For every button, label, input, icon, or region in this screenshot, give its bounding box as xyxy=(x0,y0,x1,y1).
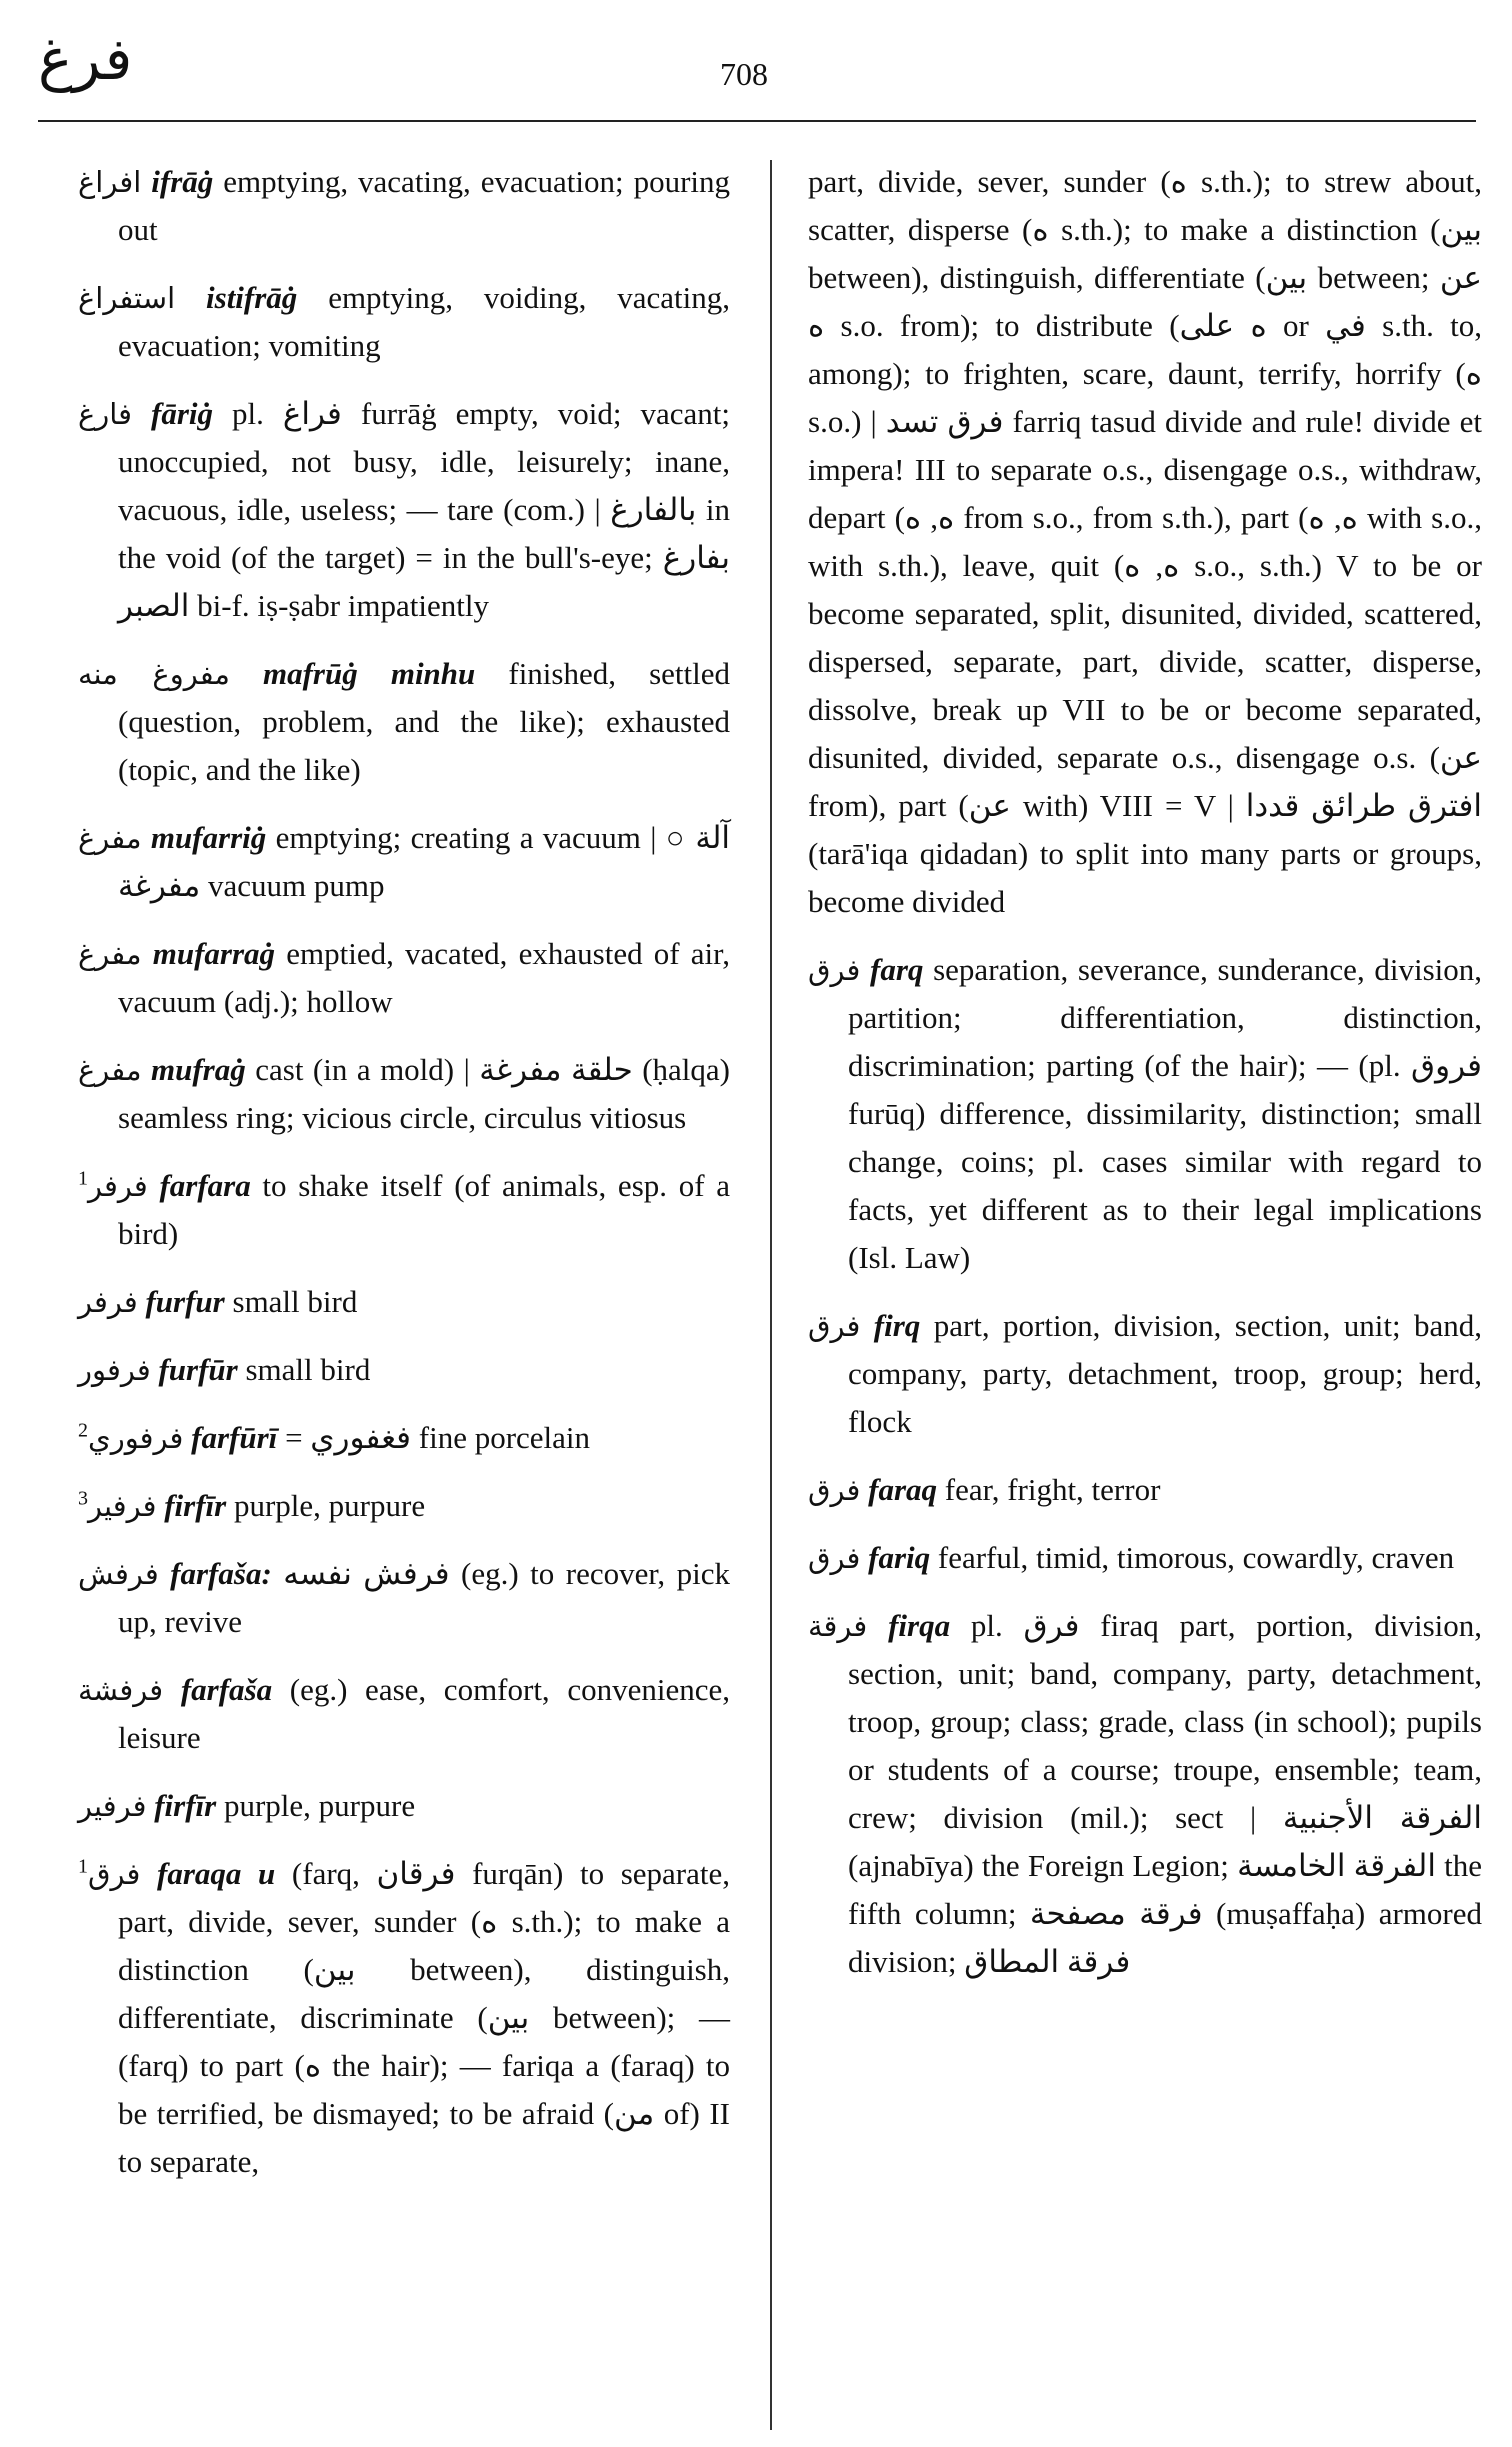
entry-definition: fear, fright, terror xyxy=(944,1472,1161,1507)
entry-definition: cast (in a mold) | حلقة مفرغة (ḥalqa) seamless ring; vicious circle, circulus vitiosus xyxy=(118,1052,730,1135)
entry-transliteration: fariq xyxy=(868,1540,931,1575)
dictionary-entry xyxy=(78,1782,730,1830)
dictionary-entry xyxy=(808,946,1482,1282)
entry-arabic: فرق xyxy=(808,1541,861,1575)
entry-transliteration: firfīr xyxy=(164,1488,227,1523)
dictionary-entry xyxy=(78,1850,730,2186)
entry-arabic: استفراغ xyxy=(78,281,176,315)
header-arabic-root: فرغ xyxy=(38,25,133,93)
entry-arabic: مفروغ منه xyxy=(78,657,230,691)
entry-transliteration: furfūr xyxy=(158,1352,238,1387)
entry-definition: emptying, voiding, vacating, evacuation; vomiting xyxy=(118,280,731,363)
entry-arabic: فرق xyxy=(808,1473,861,1507)
entry-arabic: فرق xyxy=(88,1857,141,1891)
entry-transliteration: ifrāġ xyxy=(151,164,214,199)
entry-definition: emptied, vacated, exhausted of air, vacuum (adj.); hollow xyxy=(118,936,731,1019)
entry-definition: small bird xyxy=(245,1352,371,1387)
column-divider xyxy=(770,160,772,2430)
entry-definition: purple, purpure xyxy=(223,1788,416,1823)
entry-transliteration: farfara xyxy=(159,1168,251,1203)
entry-arabic: فرفور xyxy=(78,1353,151,1387)
page-number: 708 xyxy=(720,56,768,92)
entry-definition: fearful, timid, timorous, cowardly, craven xyxy=(937,1540,1455,1575)
entry-transliteration: farfaša xyxy=(180,1672,273,1707)
dictionary-entry xyxy=(78,1482,730,1530)
entry-definition: emptying; creating a vacuum | ○ آلة مفرغة vacuum pump xyxy=(118,820,731,903)
dictionary-entry-continuation xyxy=(808,158,1482,926)
entry-definition: finished, settled (question, problem, and the like); exhausted (topic, and the like) xyxy=(118,656,731,787)
entry-transliteration: faraqa u xyxy=(157,1856,276,1891)
entry-definition: (eg.) ease, comfort, convenience, leisure xyxy=(118,1672,730,1755)
dictionary-entry xyxy=(78,1162,730,1258)
entry-transliteration: furfur xyxy=(145,1284,225,1319)
dictionary-entry xyxy=(78,650,730,794)
entry-definition: separation, severance, sunderance, division, partition; differentiation, distinction, discrimination; parting (of the hair); — (pl. فروق furūq) difference, dissimilarity, distinction; small change, coins; pl. cases similar with regard to facts, yet different as to their legal implications (Isl. Law) xyxy=(848,952,1483,1275)
entry-arabic: فرفير xyxy=(88,1489,157,1523)
entry-transliteration: mufraġ xyxy=(151,1052,246,1087)
entry-definition: pl. فرق firaq part, portion, division, section, unit; band, company, party, detachment, troop, group; class; grade, class (in school); pupils or students of a course; troupe, ensemble; team, crew; division (mil.); sect | الفرقة الأجنبية (ajnabīya) the Foreign Legion; الفرقة الخامسة the fifth column; فرقة مصفحة (muṣaffaḥa) armored division; فرقة المطاق xyxy=(848,1608,1482,1979)
dictionary-entry xyxy=(808,1466,1482,1514)
dictionary-entry xyxy=(78,930,730,1026)
entry-arabic: فرفر xyxy=(88,1169,148,1203)
entry-transliteration: mafrūġ minhu xyxy=(263,656,476,691)
entry-arabic: فرفش xyxy=(78,1557,159,1591)
dictionary-entry xyxy=(808,1302,1482,1446)
entry-arabic: مفرغ xyxy=(78,1053,142,1087)
entry-transliteration: firq xyxy=(873,1308,921,1343)
entry-transliteration: faraq xyxy=(868,1472,938,1507)
dictionary-entry xyxy=(78,814,730,910)
entry-arabic: فرفير xyxy=(78,1789,147,1823)
entry-superscript: 1 xyxy=(78,1167,88,1190)
entry-definition: purple, purpure xyxy=(233,1488,426,1523)
dictionary-entry xyxy=(78,1278,730,1326)
right-column xyxy=(808,158,1482,2006)
entry-superscript: 1 xyxy=(78,1855,88,1878)
entry-definition: small bird xyxy=(232,1284,358,1319)
entry-arabic: مفرغ xyxy=(78,821,142,855)
dictionary-entry xyxy=(78,390,730,630)
page-header xyxy=(0,0,1512,130)
entry-transliteration: mufarriġ xyxy=(150,820,267,855)
entry-arabic: فرفوري xyxy=(88,1421,184,1455)
entry-arabic: فارغ xyxy=(78,397,133,431)
dictionary-entry xyxy=(78,1414,730,1462)
entry-definition: (farq, فرقان furqān) to separate, part, divide, sever, sunder (ه s.th.); to make a distinction (بين between), distinguish, differentiate, discriminate (بين between); — (farq) to part (ه the hair); — fariqa a (faraq) to be terrified, be dismayed; to be afraid (من of) II to separate, xyxy=(118,1856,731,2179)
entry-transliteration: firqa xyxy=(888,1608,951,1643)
dictionary-entry xyxy=(808,1534,1482,1582)
entry-transliteration: farq xyxy=(870,952,924,987)
entry-definition: pl. فراغ furrāġ empty, void; vacant; unoccupied, not busy, idle, leisurely; inane, vacuous, idle, useless; — tare (com.) | بالفارغ in the void (of the target) = in the bull's-eye; بفارغ الصبر bi-f. iṣ-ṣabr impatiently xyxy=(118,396,730,623)
entry-arabic: فرقة xyxy=(808,1609,868,1643)
entry-definition: part, portion, division, section, unit; band, company, party, detachment, troop, group; herd, flock xyxy=(848,1308,1482,1439)
entry-transliteration: firfīr xyxy=(154,1788,217,1823)
left-column xyxy=(78,158,730,2206)
dictionary-entry xyxy=(808,1602,1482,1986)
entry-transliteration: mufarraġ xyxy=(152,936,276,971)
dictionary-entry xyxy=(78,1550,730,1646)
dictionary-entry xyxy=(78,1666,730,1762)
entry-arabic: افراغ xyxy=(78,165,142,199)
entry-transliteration: fāriġ xyxy=(151,396,213,431)
entry-definition: فرفش نفسه (eg.) to recover, pick up, revive xyxy=(118,1556,731,1639)
entry-arabic: فرفشة xyxy=(78,1673,164,1707)
header-rule xyxy=(38,120,1476,122)
entry-transliteration: istifrāġ xyxy=(206,280,298,315)
dictionary-entry xyxy=(78,1346,730,1394)
entry-definition: to shake itself (of animals, esp. of a bird) xyxy=(118,1168,730,1251)
entry-superscript: 2 xyxy=(78,1419,88,1442)
entry-definition: = فغفوري fine porcelain xyxy=(285,1420,591,1455)
entry-arabic: فرفر xyxy=(78,1285,138,1319)
entry-transliteration: farfaša: xyxy=(170,1556,272,1591)
entry-definition: part, divide, sever, sunder (ه s.th.); to strew about, scatter, disperse (ه s.th.); to make a distinction (بين between), distinguish, differentiate (بين between; عن ه s.o. from); to distribute (ه على or في s.th. to, among); to frighten, scare, daunt, terrify, horrify (ه s.o.) | فرق تسد farriq tasud divide and rule! divide et impera! III to separate o.s., disengage o.s., withdraw, depart (ه, ه from s.o., from s.th.), part (ه, ه with s.o., with s.th.), leave, quit (ه, ه s.o., s.th.) V to be or become separated, split, disunited, divided, scattered, dispersed, separate, part, divide, scatter, disperse, dissolve, break up VII to be or become separated, disunited, divided, separate o.s., disengage o.s. (عن from), part (عن with) VIII = V | افترق طرائق قددا (tarā'iqa qidadan) to split into many parts or groups, become divided xyxy=(808,164,1483,919)
entry-arabic: فرق xyxy=(808,953,861,987)
entry-superscript: 3 xyxy=(78,1487,88,1510)
entry-arabic: فرق xyxy=(808,1309,861,1343)
dictionary-entry xyxy=(78,158,730,254)
dictionary-entry xyxy=(78,274,730,370)
entry-definition: emptying, vacating, evacuation; pouring out xyxy=(118,164,731,247)
dictionary-entry xyxy=(78,1046,730,1142)
entry-arabic: مفرغ xyxy=(78,937,142,971)
entry-transliteration: farfūrī xyxy=(191,1420,278,1455)
